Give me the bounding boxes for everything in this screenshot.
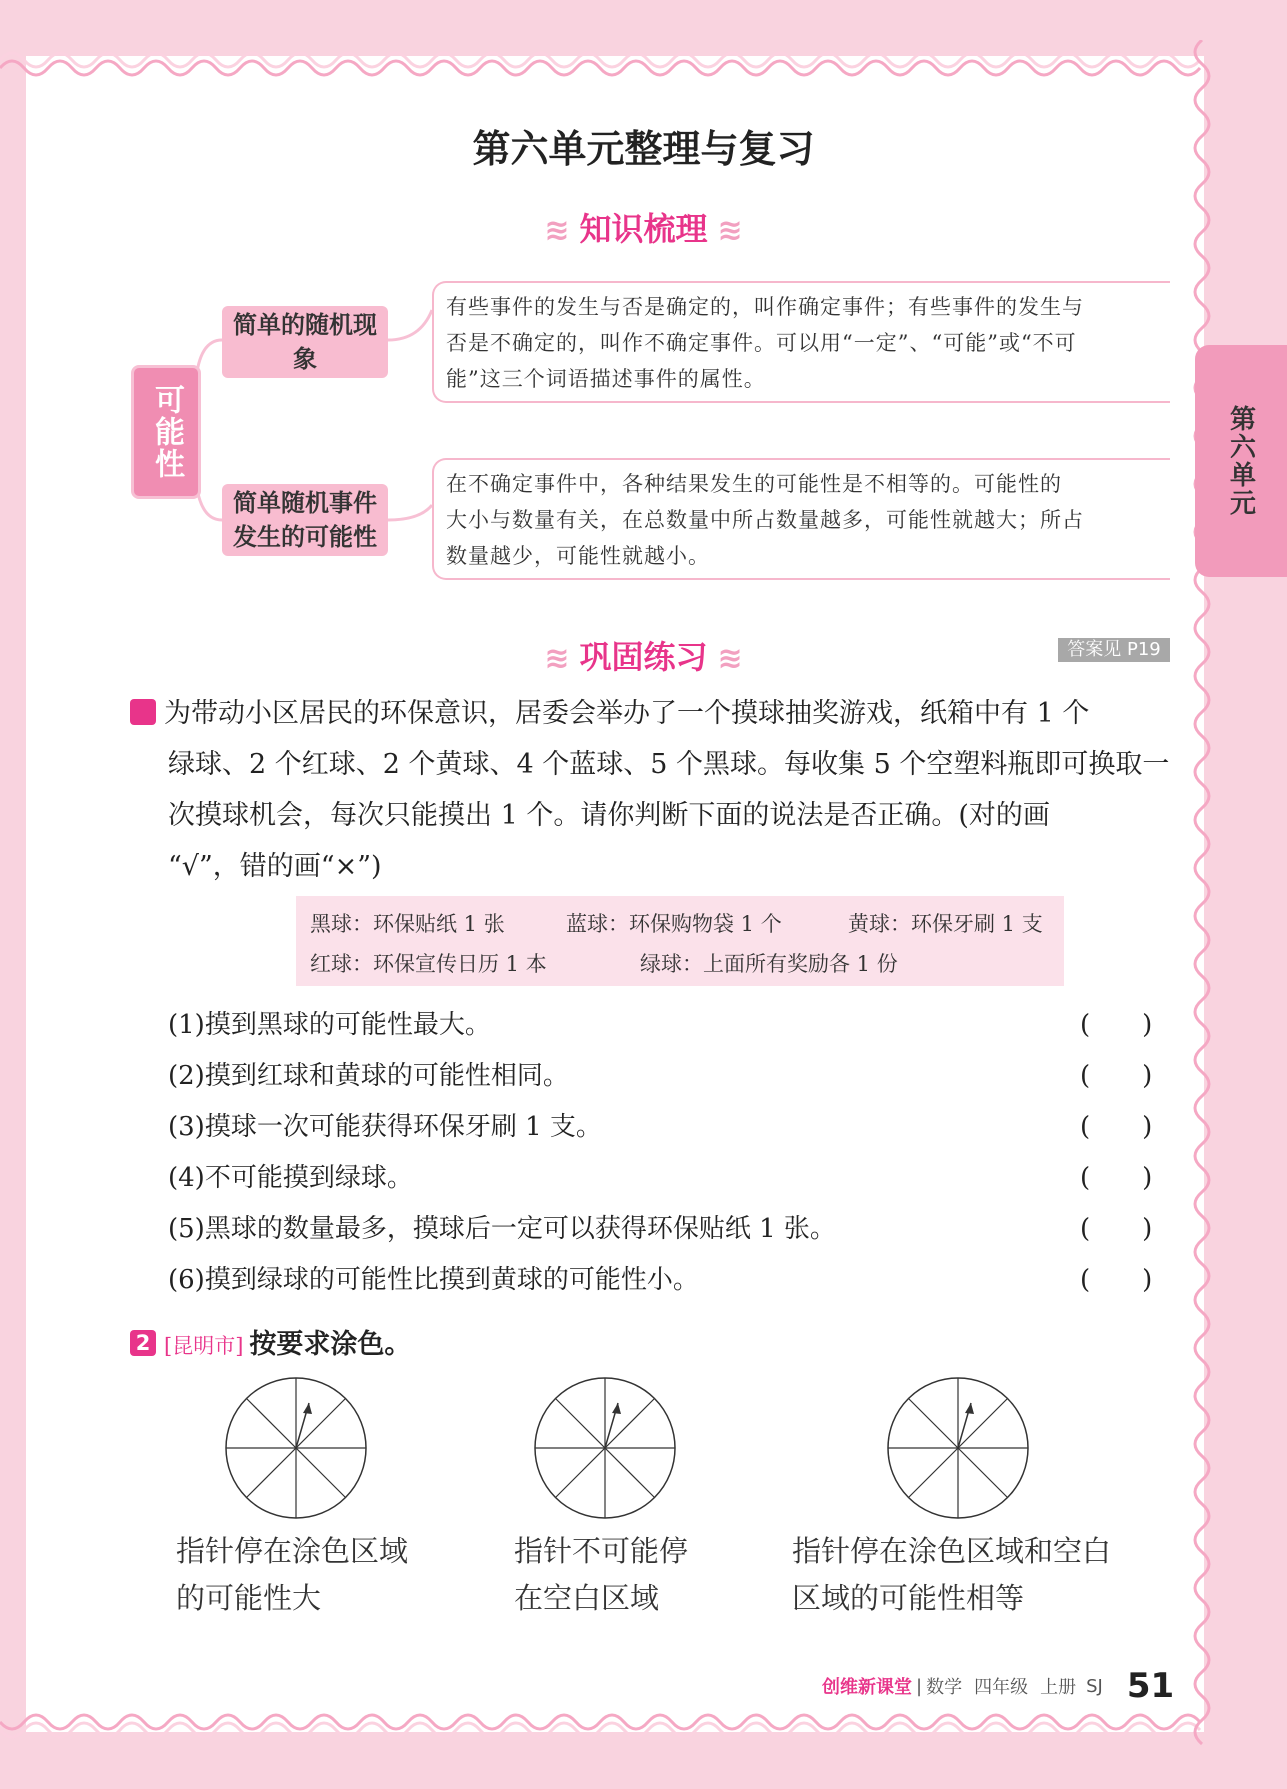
judgement-statement: (4)不可能摸到绿球。: [168, 1163, 413, 1193]
list-item: [168, 1000, 1168, 1051]
wave-decoration-icon: ≋: [717, 213, 743, 248]
mind-map-node-random-phenomenon: [222, 306, 388, 378]
prize-yellow: 黄球：环保牙刷 1 支: [848, 912, 1043, 936]
mind-map-node-event-possibility: [222, 484, 388, 556]
footer-grade: 四年级: [974, 1677, 1029, 1698]
spinner-3-caption: [792, 1528, 1111, 1622]
question-location-tag: [昆明市]: [164, 1334, 244, 1358]
wave-decoration-icon: ≋: [717, 641, 743, 676]
knowledge-heading: [0, 204, 1287, 250]
definition-line: 在不确定事件中，各种结果发生的可能性是不相等的。可能性的: [446, 472, 1062, 496]
footer-volume: 上册: [1040, 1677, 1077, 1698]
definition-box-event-possibility: [432, 458, 1170, 580]
judgement-statement: (5)黑球的数量最多，摸球后一定可以获得环保贴纸 1 张。: [168, 1214, 836, 1244]
footer-edition: SJ: [1086, 1675, 1103, 1697]
definition-line: 能”这三个词语描述事件的属性。: [446, 367, 766, 391]
definition-line: 有些事件的发生与否是确定的，叫作确定事件；有些事件的发生与: [446, 295, 1084, 319]
footer-subject: 数学: [926, 1677, 963, 1698]
answer-blank[interactable]: ( ): [1080, 1061, 1153, 1091]
wave-decoration-icon: ≋: [544, 213, 570, 248]
page-number: 51: [1126, 1666, 1175, 1706]
definition-box-random-phenomenon: [432, 281, 1170, 403]
spinner-2-caption: [514, 1528, 688, 1622]
spinner-1[interactable]: [221, 1373, 371, 1523]
question-1-line: 次摸球机会，每次只能摸出 1 个。请你判断下面的说法是否正确。(对的画: [168, 800, 1050, 831]
definition-line: 大小与数量有关，在总数量中所占数量越多，可能性就越大；所占: [446, 508, 1084, 532]
mind-map-node-label: 简单的随机现象: [233, 311, 377, 373]
caption-line: 区域的可能性相等: [792, 1581, 1025, 1615]
bottom-wave-border: [0, 1710, 1287, 1750]
unit-side-tab-label: 第六单元: [1225, 405, 1256, 517]
question-1-line: “√”，错的画“×”): [168, 851, 382, 882]
unit-side-tab: [1195, 345, 1287, 577]
caption-line: 指针停在涂色区域: [176, 1534, 409, 1568]
judgement-list: [168, 1000, 1168, 1306]
definition-line: 否是不确定的，叫作不确定事件。可以用“一定”、“可能”或“不可: [446, 331, 1077, 355]
list-item: [168, 1255, 1168, 1306]
answer-blank[interactable]: ( ): [1080, 1010, 1153, 1040]
prize-green: 绿球：上面所有奖励各 1 份: [640, 952, 898, 976]
question-1-line: 为带动小区居民的环保意识，居委会举办了一个摸球抽奖游戏，纸箱中有 1 个: [164, 698, 1090, 729]
top-wave-border: [0, 40, 1287, 80]
list-item: [168, 1102, 1168, 1153]
page-footer: [822, 1666, 1174, 1706]
caption-line: 在空白区域: [514, 1581, 660, 1615]
question-1-line: 绿球、2 个红球、2 个黄球、4 个蓝球、5 个黑球。每收集 5 个空塑料瓶即可换取一: [168, 749, 1170, 780]
prize-blue: 蓝球：环保购物袋 1 个: [566, 912, 782, 936]
question-2: [130, 1322, 411, 1361]
definition-line: 数量越少，可能性就越小。: [446, 544, 710, 568]
answer-blank[interactable]: ( ): [1080, 1214, 1153, 1244]
answer-blank[interactable]: ( ): [1080, 1112, 1153, 1142]
judgement-statement: (1)摸到黑球的可能性最大。: [168, 1010, 491, 1040]
question-number-badge: 2: [130, 1330, 156, 1356]
answer-reference-badge: 答案见 P19: [1058, 638, 1170, 662]
wave-decoration-icon: ≋: [544, 641, 570, 676]
footer-brand: 创维新课堂: [822, 1677, 912, 1698]
mind-map-root: [131, 365, 201, 499]
page-title: 第六单元整理与复习: [472, 127, 815, 171]
right-wave-border: [1188, 40, 1228, 1750]
spinner-3[interactable]: [883, 1373, 1033, 1523]
list-item: [168, 1051, 1168, 1102]
judgement-statement: (3)摸球一次可能获得环保牙刷 1 支。: [168, 1112, 602, 1142]
prize-table: [296, 896, 1064, 986]
caption-line: 指针停在涂色区域和空白: [792, 1534, 1112, 1568]
list-item: [168, 1204, 1168, 1255]
judgement-statement: (6)摸到绿球的可能性比摸到黄球的可能性小。: [168, 1265, 699, 1295]
mind-map-node-label: 简单随机事件发生的可能性: [233, 489, 377, 551]
answer-blank[interactable]: ( ): [1080, 1163, 1153, 1193]
question-2-prompt: 按要求涂色。: [249, 1329, 412, 1360]
question-1-stem: [116, 688, 1175, 892]
prize-red: 红球：环保宣传日历 1 本: [310, 952, 547, 976]
caption-line: 指针不可能停: [514, 1534, 689, 1568]
spinner-1-caption: [176, 1528, 408, 1622]
list-item: [168, 1153, 1168, 1204]
question-number-badge: 1: [130, 699, 156, 725]
footer-separator: |: [916, 1675, 923, 1697]
caption-line: 的可能性大: [176, 1581, 322, 1615]
practice-heading-text: 巩固练习: [579, 638, 708, 676]
question-1: [116, 688, 1175, 892]
spinner-2[interactable]: [530, 1373, 680, 1523]
judgement-statement: (2)摸到红球和黄球的可能性相同。: [168, 1061, 569, 1091]
knowledge-heading-text: 知识梳理: [579, 210, 708, 248]
prize-black: 黑球：环保贴纸 1 张: [310, 912, 505, 936]
answer-blank[interactable]: ( ): [1080, 1265, 1153, 1295]
mind-map-root-label: 可能性: [149, 384, 184, 480]
